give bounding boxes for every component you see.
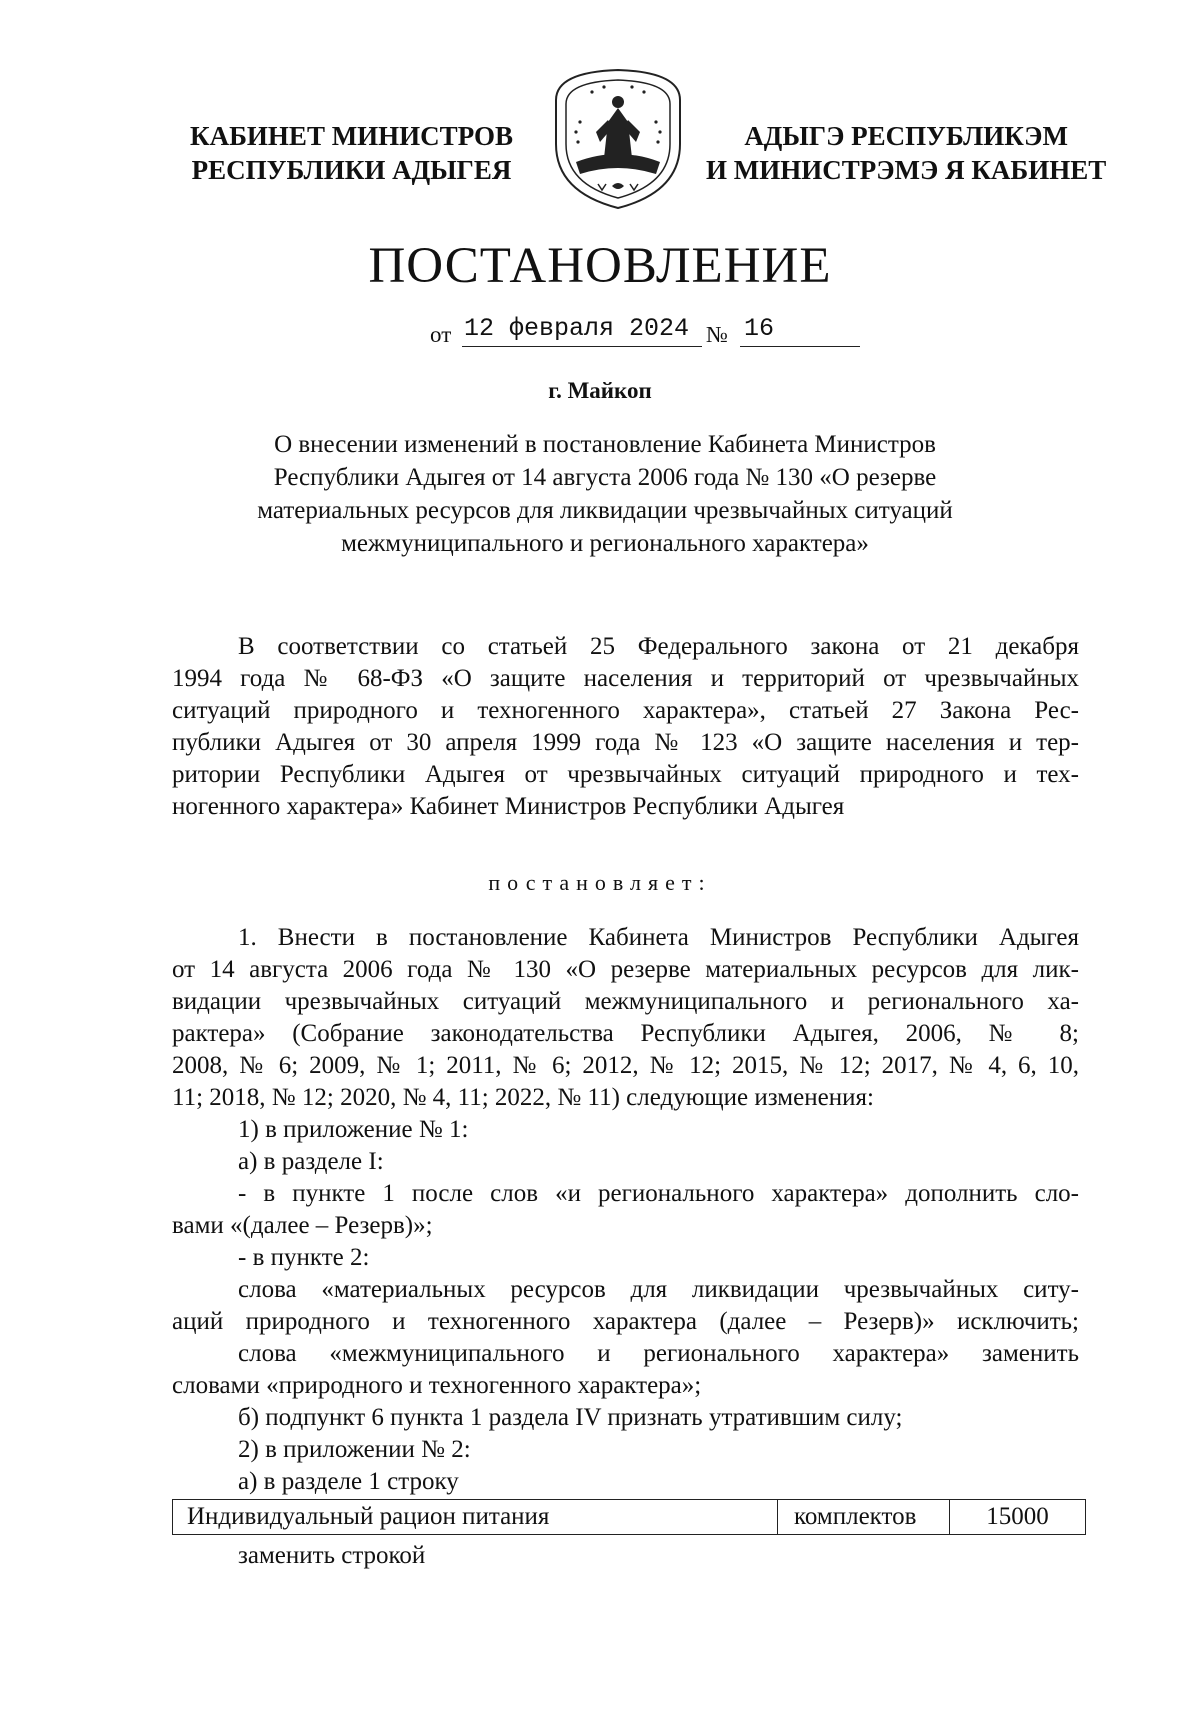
issuer-name-russian — [190, 119, 513, 187]
subject-line: межмуниципального и регионального характера» — [341, 530, 869, 557]
resolves-heading: постановляет: — [488, 870, 712, 895]
preamble-line: публики Адыгея от 30 апреля 1999 года № 123 «О защите населения и тер- — [172, 729, 1079, 756]
body-line: слова «материальных ресурсов для ликвидации чрезвычайных ситу- — [238, 1276, 1079, 1303]
issuer-line: АДЫГЭ РЕСПУБЛИКЭМ — [744, 121, 1068, 151]
body-line: а) в разделе 1 строку — [238, 1468, 459, 1495]
preamble-line: В соответствии со статьей 25 Федерального закона от 21 декабря — [238, 633, 1079, 660]
body-line: - в пункте 1 после слов «и регионального характера» дополнить сло- — [238, 1180, 1079, 1207]
subject-line: О внесении изменений в постановление Кабинета Министров — [274, 431, 936, 458]
body-line: 2) в приложении № 2: — [238, 1436, 471, 1463]
preamble-line: ногенного характера» Кабинет Министров Республики Адыгея — [172, 793, 845, 820]
subject-line: Республики Адыгея от 14 августа 2006 года № 130 «О резерве — [273, 464, 937, 491]
body-line: а) в разделе I: — [238, 1148, 384, 1175]
table-row — [172, 1499, 1086, 1535]
body-line: от 14 августа 2006 года № 130 «О резерве материальных ресурсов для лик- — [172, 956, 1079, 983]
table-cell-unit: комплектов — [778, 1500, 950, 1534]
document-date: 12 февраля 2024 — [464, 314, 690, 343]
number-underline — [740, 346, 860, 347]
body-line: видации чрезвычайных ситуаций межмуниципального и регионального ха- — [172, 988, 1079, 1015]
city: г. Майкоп — [548, 378, 652, 403]
body-line: б) подпункт 6 пункта 1 раздела IV признать утратившим силу; — [238, 1404, 903, 1431]
body-line: 11; 2018, № 12; 2020, № 4, 11; 2022, № 11) следующие изменения: — [172, 1084, 874, 1111]
date-underline — [462, 346, 702, 347]
subject-line: материальных ресурсов для ликвидации чрезвычайных ситуаций — [257, 497, 953, 524]
body-line: вами «(далее – Резерв)»; — [172, 1212, 433, 1239]
issuer-name-adyghe — [706, 119, 1106, 187]
preamble-line: ситуаций природного и техногенного характера», статьей 27 Закона Рес- — [172, 697, 1079, 724]
date-label: от — [430, 322, 452, 347]
coat-of-arms-svg — [546, 62, 690, 212]
body-line: слова «межмуниципального и регионального характера» заменить — [238, 1340, 1079, 1367]
number-label: № — [706, 322, 728, 347]
issuer-line: КАБИНЕТ МИНИСТРОВ — [190, 121, 514, 151]
body-line: 2008, № 6; 2009, № 1; 2011, № 6; 2012, № 12; 2015, № 12; 2017, № 4, 6, 10, — [172, 1052, 1079, 1079]
body-line: словами «природного и техногенного характера»; — [172, 1372, 702, 1399]
preamble-line: ритории Республики Адыгея от чрезвычайных ситуаций природного и тех- — [172, 761, 1079, 788]
body-line: - в пункте 2: — [238, 1244, 370, 1271]
coat-of-arms-icon — [546, 62, 690, 212]
issuer-line: И МИНИСТРЭМЭ Я КАБИНЕТ — [706, 155, 1107, 185]
body-line: заменить строкой — [238, 1542, 426, 1569]
table-cell-name: Индивидуальный рацион питания — [173, 1500, 778, 1534]
issuer-line: РЕСПУБЛИКИ АДЫГЕЯ — [191, 155, 512, 185]
body-line: аций природного и техногенного характера (далее – Резерв)» исключить; — [172, 1308, 1079, 1335]
body-line: рактера» (Собрание законодательства Республики Адыгея, 2006, № 8; — [172, 1020, 1079, 1047]
body-line: 1. Внести в постановление Кабинета Министров Республики Адыгея — [238, 924, 1079, 951]
document-subject — [210, 428, 1000, 560]
table-cell-quantity: 15000 — [986, 1503, 1049, 1530]
document-title: ПОСТАНОВЛЕНИЕ — [368, 238, 832, 294]
document-number: 16 — [744, 314, 775, 343]
preamble-line: 1994 года № 68-ФЗ «О защите населения и территорий от чрезвычайных — [172, 665, 1079, 692]
body-line: 1) в приложение № 1: — [238, 1116, 469, 1143]
